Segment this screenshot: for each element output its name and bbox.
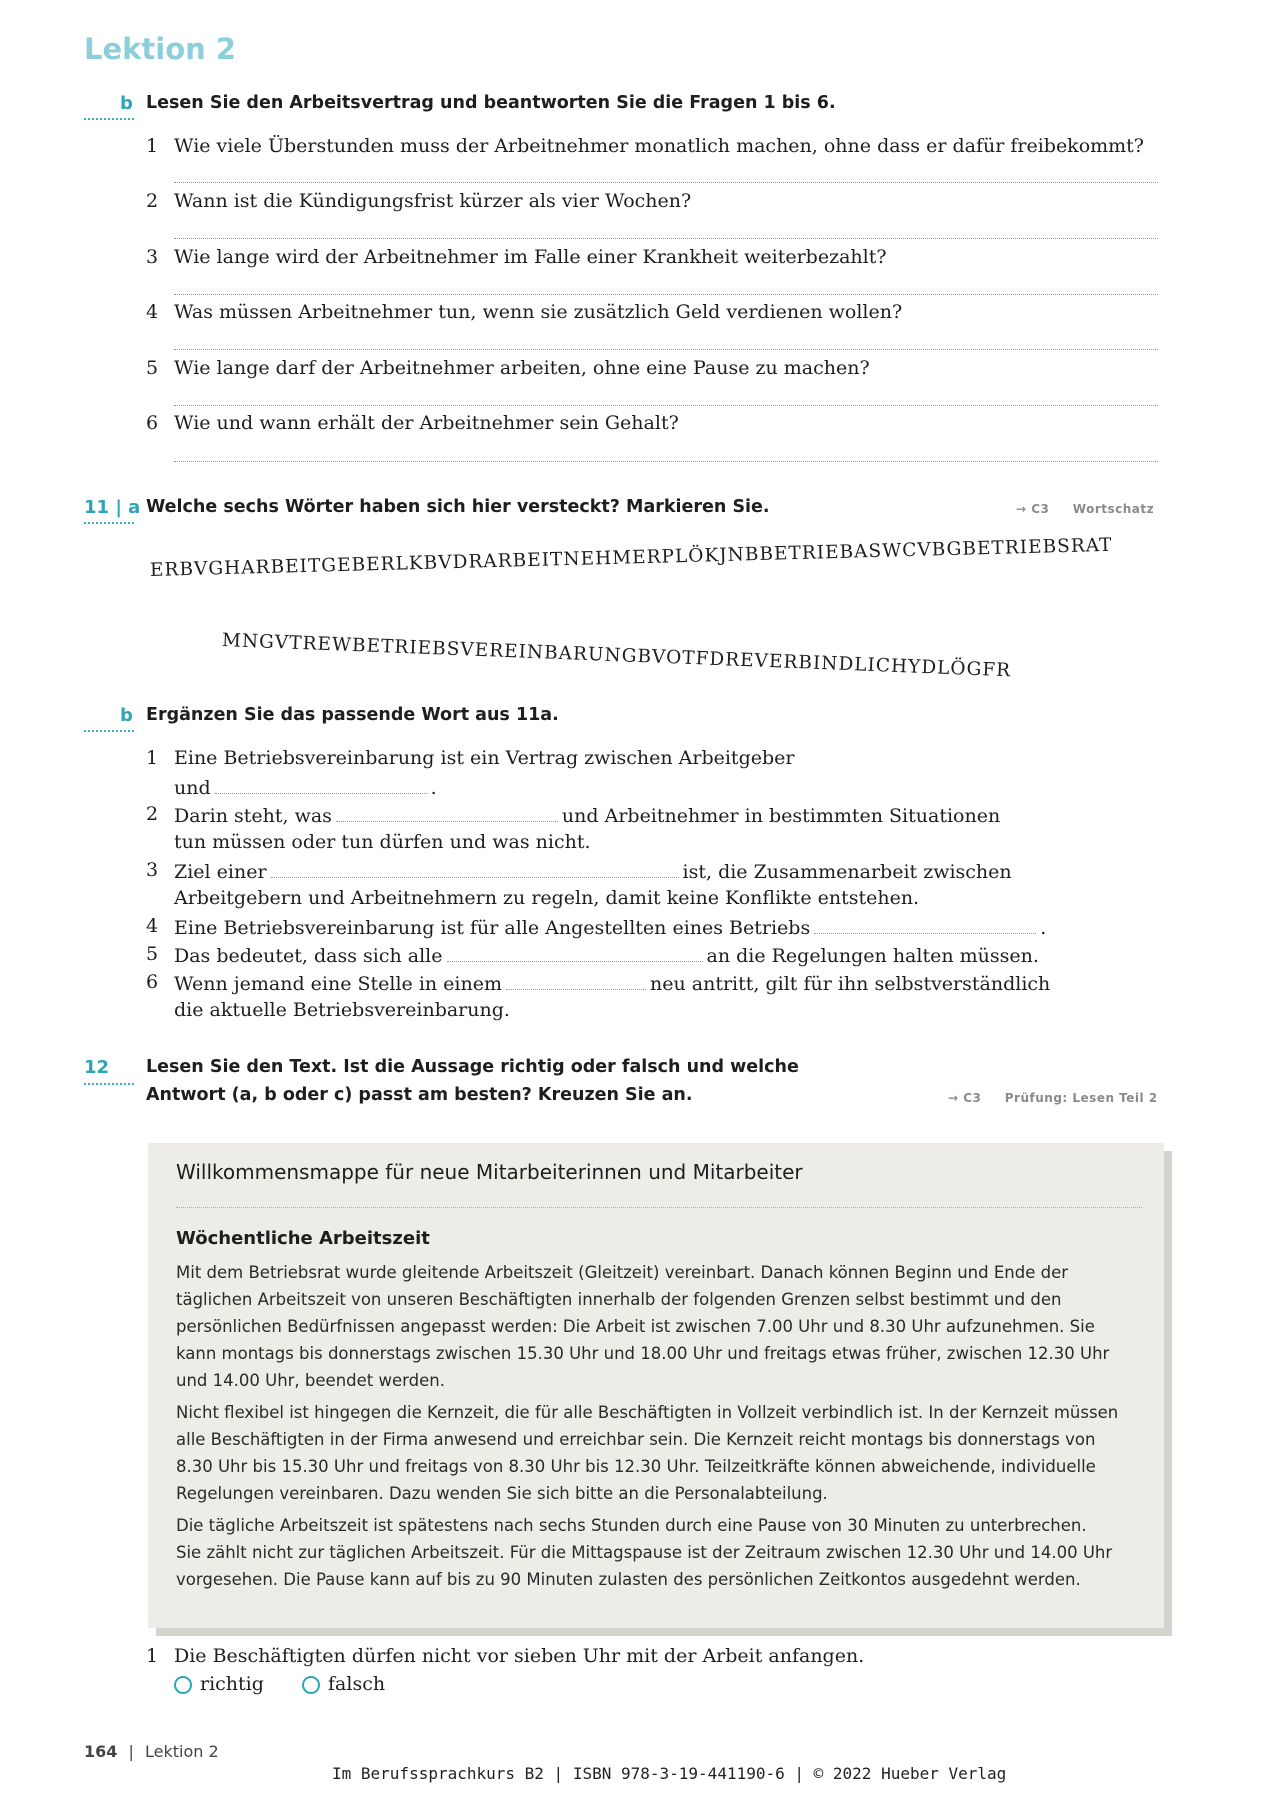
paragraph bbox=[176, 1512, 1156, 1593]
question-number: 4 bbox=[146, 301, 159, 323]
item-text: an die Regelungen halten müssen. bbox=[706, 945, 1039, 967]
page-lesson: Lektion 2 bbox=[144, 1742, 219, 1761]
answer-blank[interactable] bbox=[215, 775, 427, 794]
item-text: Darin steht, was bbox=[174, 805, 332, 827]
exercise-label: b bbox=[120, 705, 133, 726]
text-line: alle Beschäftigten in der Firma anwesend und erreichbar sein. Die Kernzeit reicht montags bis donnerstags von bbox=[176, 1430, 1096, 1449]
text-line: vorgesehen. Die Pause kann auf bis zu 90 Minuten zulasten des persönlichen Zeitkontos ausgedehnt werden. bbox=[176, 1570, 1081, 1589]
answer-blank[interactable] bbox=[814, 915, 1036, 934]
statement-number: 1 bbox=[146, 1645, 159, 1667]
exercise-label-underline bbox=[84, 1083, 134, 1085]
item-text: . bbox=[1040, 917, 1047, 939]
text-line: Nicht flexibel ist hingegen die Kernzeit, die für alle Beschäftigten in Vollzeit verbindlich ist. In der Kernzeit müssen bbox=[176, 1403, 1119, 1422]
reference-tag bbox=[1016, 502, 1154, 516]
reference-code: → C3 bbox=[948, 1091, 982, 1105]
question-text: Wie lange wird der Arbeitnehmer im Falle einer Krankheit weiterbezahlt? bbox=[174, 246, 887, 268]
reference-code: → C3 bbox=[1016, 502, 1050, 516]
item-text-line bbox=[174, 859, 1012, 883]
question-text: Wie viele Überstunden muss der Arbeitnehmer monatlich machen, ohne dass er dafür freibekommt? bbox=[174, 135, 1144, 157]
text-line: kann montags bis donnerstags zwischen 15.30 Uhr und 18.00 Uhr und freitags etwas früher, zwischen 12.30 Uhr bbox=[176, 1344, 1110, 1363]
item-text: . bbox=[430, 777, 437, 799]
letter-puzzle-line-1[interactable]: ERBVGHARBEITGEBERLKBVDRARBEITNEHMERPLÖKJNBBETRIEBASWCVBGBETRIEBSRAT bbox=[149, 534, 1113, 581]
answer-line[interactable] bbox=[174, 238, 1158, 239]
question-number: 1 bbox=[146, 135, 159, 157]
text-line: und 14.00 Uhr, beendet werden. bbox=[176, 1371, 445, 1390]
text-line: täglichen Arbeitszeit von unseren Beschäftigten innerhalb der folgenden Grenzen selbst bestimmt und den bbox=[176, 1290, 1062, 1309]
exercise-instruction: Welche sechs Wörter haben sich hier versteckt? Markieren Sie. bbox=[146, 497, 770, 517]
page-number: 164 bbox=[84, 1742, 118, 1761]
item-number: 4 bbox=[146, 915, 159, 937]
answer-line[interactable] bbox=[174, 405, 1158, 406]
paragraph bbox=[176, 1259, 1156, 1394]
option-label: richtig bbox=[200, 1673, 264, 1695]
item-text: Das bedeutet, dass sich alle bbox=[174, 945, 443, 967]
statement-text: Die Beschäftigten dürfen nicht vor sieben Uhr mit der Arbeit anfangen. bbox=[174, 1645, 865, 1667]
item-text-line bbox=[174, 803, 1000, 827]
item-text: und Arbeitnehmer in bestimmten Situationen bbox=[561, 805, 1001, 827]
item-text-continued bbox=[174, 775, 437, 799]
exercise-label-underline bbox=[84, 118, 134, 120]
text-box bbox=[148, 1143, 1164, 1628]
question-number: 5 bbox=[146, 357, 159, 379]
text-line: 8.30 Uhr bis 15.30 Uhr und freitags von 8.30 Uhr bis 12.30 Uhr. Teilzeitkräfte können abweichende, individuelle bbox=[176, 1457, 1096, 1476]
item-text-line bbox=[174, 943, 1039, 967]
item-text: die aktuelle Betriebsvereinbarung. bbox=[174, 999, 510, 1021]
text-line: Sie zählt nicht zur täglichen Arbeitszeit. Für die Mittagspause ist der Zeitraum zwischen 12.30 Uhr und 14.00 Uhr bbox=[176, 1543, 1113, 1562]
radio-richtig[interactable] bbox=[174, 1676, 192, 1694]
text-line: Regelungen vereinbaren. Dazu wenden Sie sich bitte an die Personalabteilung. bbox=[176, 1484, 828, 1503]
item-number: 6 bbox=[146, 971, 159, 993]
exercise-instruction: Lesen Sie den Arbeitsvertrag und beantworten Sie die Fragen 1 bis 6. bbox=[146, 93, 836, 113]
option-label: falsch bbox=[328, 1673, 386, 1695]
text-line: Mit dem Betriebsrat wurde gleitende Arbeitszeit (Gleitzeit) vereinbart. Danach können Beginn und Ende der bbox=[176, 1263, 1069, 1282]
item-text-line bbox=[174, 915, 1046, 939]
text-box-subtitle: Wöchentliche Arbeitszeit bbox=[176, 1228, 430, 1249]
exercise-label: 11 | a bbox=[84, 497, 141, 518]
copyright-notice: Im Berufssprachkurs B2 | ISBN 978-3-19-441190-6 | © 2022 Hueber Verlag bbox=[332, 1764, 1007, 1783]
exercise-label: b bbox=[120, 93, 133, 114]
item-text: ist, die Zusammenarbeit zwischen bbox=[682, 861, 1012, 883]
item-text: und bbox=[174, 777, 211, 799]
item-text: neu antritt, gilt für ihn selbstverständlich bbox=[650, 973, 1051, 995]
question-text: Was müssen Arbeitnehmer tun, wenn sie zusätzlich Geld verdienen wollen? bbox=[174, 301, 903, 323]
text-line: Die tägliche Arbeitszeit ist spätestens nach sechs Stunden durch eine Pause von 30 Minuten zu unterbrechen. bbox=[176, 1516, 1087, 1535]
text-box-title: Willkommensmappe für neue Mitarbeiterinnen und Mitarbeiter bbox=[176, 1160, 803, 1184]
item-text: tun müssen oder tun dürfen und was nicht. bbox=[174, 831, 591, 853]
paragraph bbox=[176, 1399, 1156, 1507]
exercise-label-underline bbox=[84, 522, 134, 524]
question-text: Wann ist die Kündigungsfrist kürzer als vier Wochen? bbox=[174, 190, 692, 212]
item-text: Ziel einer bbox=[174, 861, 267, 883]
answer-blank[interactable] bbox=[447, 943, 703, 962]
letter-puzzle-line-2[interactable]: MNGVTREWBETRIEBSVEREINBARUNGBVOTFDREVERBINDLICHYDLÖGFR bbox=[221, 630, 1012, 682]
page-title: Lektion 2 bbox=[84, 32, 237, 66]
divider bbox=[176, 1207, 1142, 1208]
answer-line[interactable] bbox=[174, 294, 1158, 295]
answer-line[interactable] bbox=[174, 461, 1158, 462]
question-text: Wie und wann erhält der Arbeitnehmer sein Gehalt? bbox=[174, 412, 679, 434]
answer-blank[interactable] bbox=[506, 971, 646, 990]
item-text: Wenn jemand eine Stelle in einem bbox=[174, 973, 503, 995]
item-number: 2 bbox=[146, 803, 159, 825]
answer-options bbox=[174, 1673, 385, 1695]
reference-label: Prüfung: Lesen Teil 2 bbox=[1004, 1091, 1158, 1105]
page-footer: 164 | Lektion 2 bbox=[84, 1742, 219, 1761]
reference-tag bbox=[948, 1091, 1158, 1105]
exercise-label-underline bbox=[84, 730, 134, 732]
item-number: 3 bbox=[146, 859, 159, 881]
exercise-instruction: Ergänzen Sie das passende Wort aus 11a. bbox=[146, 705, 559, 725]
item-text: Arbeitgebern und Arbeitnehmern zu regeln, damit keine Konflikte entstehen. bbox=[174, 887, 920, 909]
radio-falsch[interactable] bbox=[302, 1676, 320, 1694]
reference-label: Wortschatz bbox=[1072, 502, 1155, 516]
item-text: Eine Betriebsvereinbarung ist für alle Angestellten eines Betriebs bbox=[174, 917, 811, 939]
exercise-instruction-line-1: Lesen Sie den Text. Ist die Aussage richtig oder falsch und welche bbox=[146, 1057, 799, 1077]
answer-line[interactable] bbox=[174, 182, 1158, 183]
question-number: 6 bbox=[146, 412, 159, 434]
exercise-instruction-line-2: Antwort (a, b oder c) passt am besten? Kreuzen Sie an. bbox=[146, 1085, 693, 1105]
question-number: 3 bbox=[146, 246, 159, 268]
item-text: Eine Betriebsvereinbarung ist ein Vertrag zwischen Arbeitgeber bbox=[174, 747, 795, 769]
question-text: Wie lange darf der Arbeitnehmer arbeiten, ohne eine Pause zu machen? bbox=[174, 357, 870, 379]
text-line: persönlichen Bedürfnissen angepasst werden: Die Arbeit ist zwischen 7.00 Uhr und 8.30 Uhr aufzunehmen. Sie bbox=[176, 1317, 1095, 1336]
exercise-label: 12 bbox=[84, 1057, 110, 1078]
item-text-line bbox=[174, 971, 1050, 995]
answer-blank[interactable] bbox=[271, 859, 679, 878]
answer-line[interactable] bbox=[174, 349, 1158, 350]
item-number: 1 bbox=[146, 747, 159, 769]
answer-blank[interactable] bbox=[336, 803, 558, 822]
question-number: 2 bbox=[146, 190, 159, 212]
item-number: 5 bbox=[146, 943, 159, 965]
